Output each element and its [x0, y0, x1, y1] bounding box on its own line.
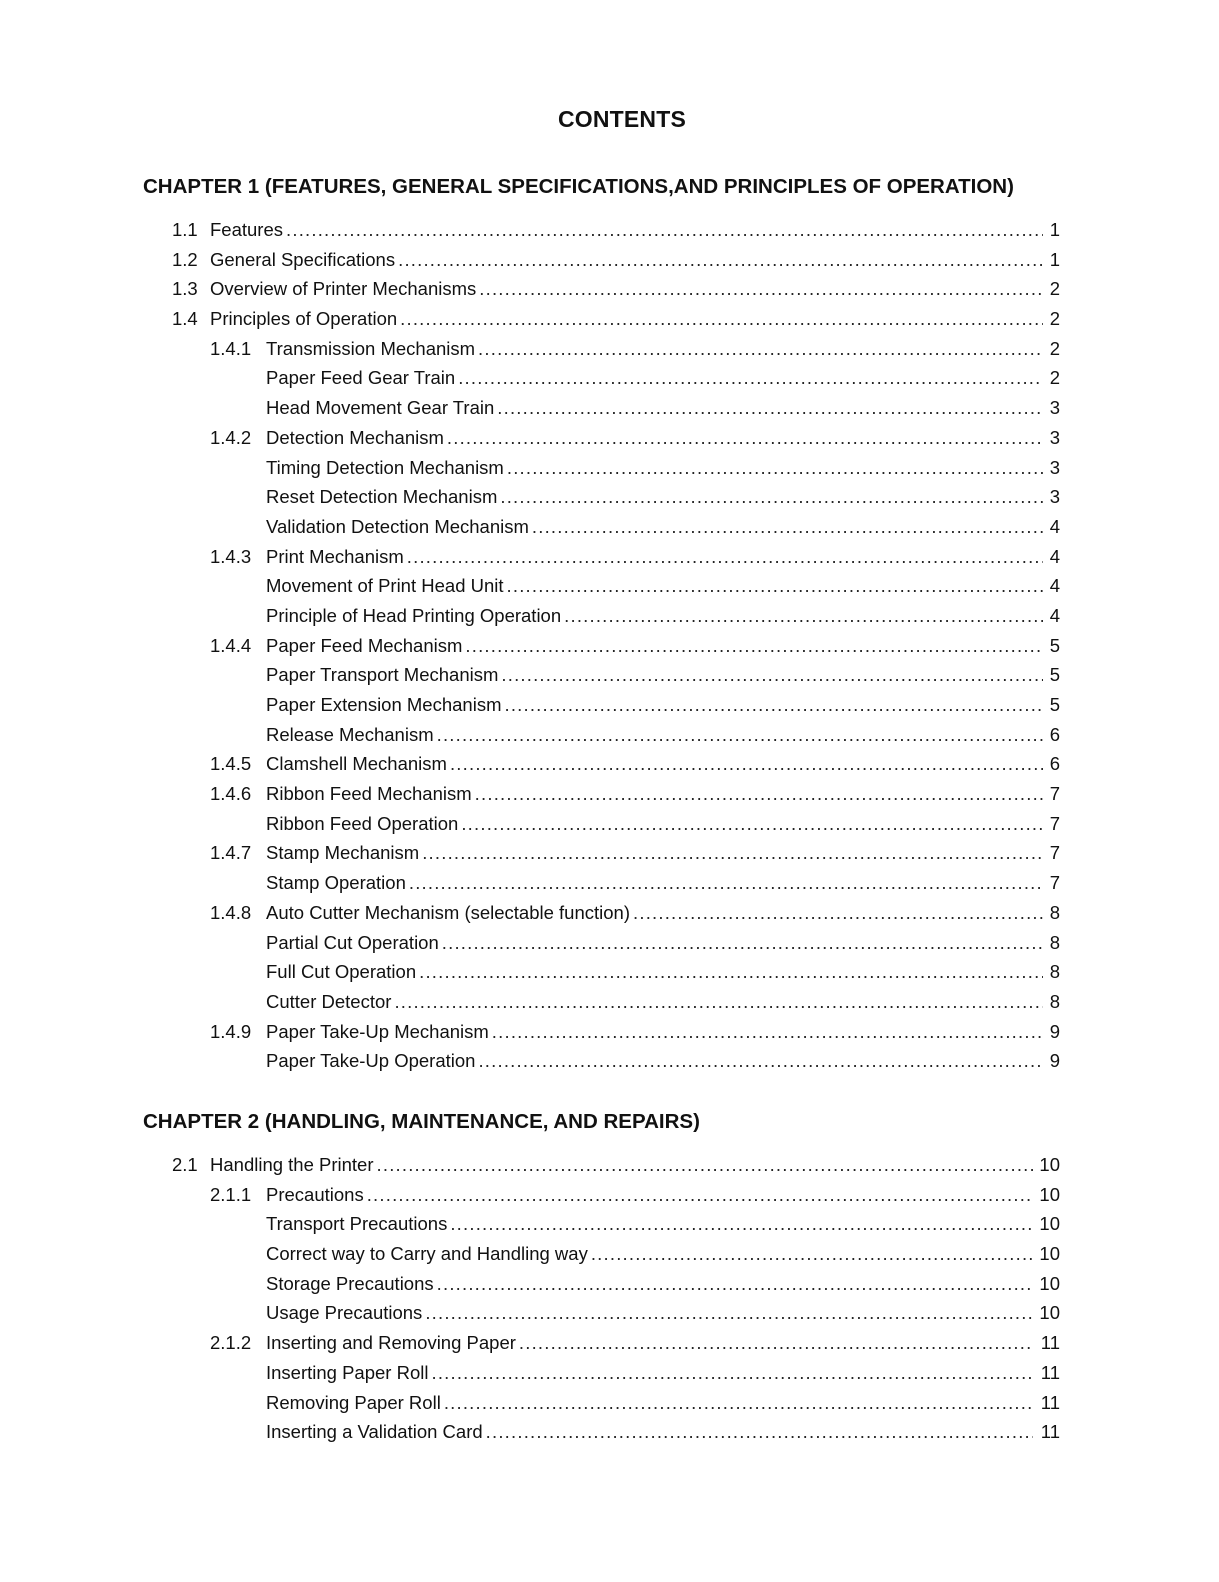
toc-entry-label: Ribbon Feed Operation: [266, 812, 459, 834]
toc-entry[interactable]: [0, 1358, 1219, 1388]
dot-leader: [437, 720, 1043, 750]
toc-entry-page: 10: [1039, 1183, 1060, 1205]
toc-entry-page: 4: [1049, 604, 1060, 626]
toc-entry[interactable]: [0, 1328, 1219, 1358]
dot-leader: [501, 660, 1043, 690]
toc-entry-number: 1.4.9: [210, 1020, 252, 1042]
toc-entry-label: Paper Feed Gear Train: [266, 367, 456, 389]
toc-entry-number: 1.2: [172, 248, 198, 270]
toc-entry-page: 3: [1049, 397, 1060, 419]
dot-leader: [461, 809, 1043, 839]
toc-entry[interactable]: [0, 571, 1219, 601]
chapter-2-heading: CHAPTER 2 (HANDLING, MAINTENANCE, AND REPAIRS): [143, 1110, 700, 1133]
dot-leader: [633, 898, 1043, 928]
toc-entry-label: Correct way to Carry and Handling way: [266, 1243, 588, 1265]
toc-entry-label: Release Mechanism: [266, 723, 434, 745]
dot-leader: [398, 245, 1043, 275]
toc-entry-page: 7: [1049, 783, 1060, 805]
toc-entry[interactable]: [0, 1046, 1219, 1076]
toc-entry-page: 4: [1049, 575, 1060, 597]
toc-entry[interactable]: [0, 453, 1219, 483]
toc-entry[interactable]: [0, 1180, 1219, 1210]
toc-entry-label: Full Cut Operation: [266, 961, 417, 983]
dot-leader: [478, 334, 1043, 364]
toc-entry[interactable]: [0, 482, 1219, 512]
toc-entry-page: 8: [1049, 901, 1060, 923]
toc-entry-label: Transmission Mechanism: [266, 337, 476, 359]
chapter-1-heading: CHAPTER 1 (FEATURES, GENERAL SPECIFICATIONS,AND PRINCIPLES OF OPERATION): [143, 175, 1014, 198]
toc-entry-page: 2: [1049, 308, 1060, 330]
toc-entry-label: Storage Precautions: [266, 1272, 434, 1294]
toc-entry-page: 7: [1049, 812, 1060, 834]
toc-entry[interactable]: [0, 898, 1219, 928]
toc-entry-label: Paper Feed Mechanism: [266, 634, 463, 656]
chapter-2-toc: [0, 1150, 1219, 1447]
toc-entry-page: 3: [1049, 426, 1060, 448]
dot-leader: [478, 1046, 1043, 1076]
dot-leader: [500, 482, 1043, 512]
dot-leader: [591, 1239, 1033, 1269]
toc-entry-number: 1.4: [172, 308, 198, 330]
toc-entry-page: 9: [1049, 1020, 1060, 1042]
toc-entry-page: 5: [1049, 634, 1060, 656]
toc-entry-page: 11: [1040, 1361, 1060, 1383]
toc-entry-page: 10: [1039, 1213, 1060, 1235]
toc-entry[interactable]: [0, 542, 1219, 572]
toc-entry-number: 1.4.8: [210, 901, 252, 923]
toc-entry[interactable]: [0, 1209, 1219, 1239]
toc-entry-label: Timing Detection Mechanism: [266, 456, 504, 478]
toc-entry-label: Ribbon Feed Mechanism: [266, 783, 472, 805]
toc-entry-page: 2: [1049, 337, 1060, 359]
toc-entry-label: Stamp Mechanism: [266, 842, 420, 864]
dot-leader: [431, 1358, 1033, 1388]
dot-leader: [519, 1328, 1033, 1358]
toc-entry-label: Principles of Operation: [210, 308, 398, 330]
toc-entry-number: 1.4.7: [210, 842, 252, 864]
dot-leader: [479, 274, 1043, 304]
toc-entry-page: 10: [1039, 1272, 1060, 1294]
toc-entry[interactable]: [0, 1388, 1219, 1418]
toc-entry-label: Inserting and Removing Paper: [266, 1332, 516, 1354]
toc-entry-label: Paper Take-Up Mechanism: [266, 1020, 489, 1042]
toc-entry-page: 3: [1049, 486, 1060, 508]
dot-leader: [286, 215, 1043, 245]
toc-entry-page: 10: [1039, 1243, 1060, 1265]
toc-entry-page: 8: [1049, 990, 1060, 1012]
toc-entry-label: Cutter Detector: [266, 990, 392, 1012]
toc-entry[interactable]: [0, 1017, 1219, 1047]
toc-entry-label: Features: [210, 219, 284, 240]
dot-leader: [447, 423, 1043, 453]
toc-entry-page: 2: [1049, 367, 1060, 389]
toc-entry-page: 8: [1049, 931, 1060, 953]
toc-entry[interactable]: [0, 512, 1219, 542]
toc-entry-label: Reset Detection Mechanism: [266, 486, 498, 508]
toc-entry-label: Paper Take-Up Operation: [266, 1050, 476, 1072]
toc-entry[interactable]: [0, 838, 1219, 868]
dot-leader: [425, 1298, 1033, 1328]
toc-entry-number: 1.1: [172, 219, 198, 240]
toc-entry[interactable]: [0, 987, 1219, 1017]
toc-entry-page: 1: [1049, 248, 1060, 270]
toc-entry[interactable]: [0, 363, 1219, 393]
dot-leader: [465, 631, 1043, 661]
toc-entry-number: 2.1.2: [210, 1332, 252, 1354]
toc-entry-label: Principle of Head Printing Operation: [266, 604, 562, 626]
toc-entry-label: Partial Cut Operation: [266, 931, 439, 953]
toc-entry-page: 11: [1040, 1332, 1060, 1354]
chapter-1-toc: [0, 215, 1219, 1076]
toc-entry[interactable]: [0, 245, 1219, 275]
toc-entry-page: 10: [1039, 1302, 1060, 1324]
toc-entry-label: Head Movement Gear Train: [266, 397, 495, 419]
toc-entry-label: Overview of Printer Mechanisms: [210, 278, 477, 300]
toc-entry[interactable]: [0, 1239, 1219, 1269]
dot-leader: [450, 1209, 1033, 1239]
toc-entry-label: Inserting Paper Roll: [266, 1361, 429, 1383]
toc-entry-page: 11: [1040, 1421, 1060, 1443]
toc-entry-number: 1.4.3: [210, 545, 252, 567]
toc-entry-page: 5: [1049, 664, 1060, 686]
toc-entry[interactable]: [0, 957, 1219, 987]
toc-entry-label: Print Mechanism: [266, 545, 404, 567]
toc-entry-number: 1.4.1: [210, 337, 252, 359]
toc-entry-number: 1.4.2: [210, 426, 252, 448]
toc-entry-page: 7: [1049, 842, 1060, 864]
dot-leader: [497, 393, 1043, 423]
toc-entry-page: 4: [1049, 515, 1060, 537]
dot-leader: [367, 1180, 1033, 1210]
toc-entry-label: General Specifications: [210, 248, 396, 270]
dot-leader: [532, 512, 1043, 542]
toc-entry-number: 2.1.1: [210, 1183, 252, 1205]
toc-entry-page: 9: [1049, 1050, 1060, 1072]
toc-entry[interactable]: [0, 1269, 1219, 1299]
dot-leader: [458, 363, 1043, 393]
dot-leader: [407, 542, 1043, 572]
toc-entry[interactable]: [0, 304, 1219, 334]
toc-entry-page: 4: [1049, 545, 1060, 567]
dot-leader: [475, 779, 1043, 809]
toc-entry[interactable]: [0, 274, 1219, 304]
toc-entry[interactable]: [0, 393, 1219, 423]
dot-leader: [564, 601, 1043, 631]
dot-leader: [444, 1388, 1033, 1418]
toc-entry-number: 1.4.4: [210, 634, 252, 656]
dot-leader: [486, 1417, 1033, 1447]
toc-entry[interactable]: [0, 868, 1219, 898]
toc-entry-label: Movement of Print Head Unit: [266, 575, 504, 597]
dot-leader: [400, 304, 1043, 334]
dot-leader: [419, 957, 1043, 987]
toc-entry-label: Inserting a Validation Card: [266, 1421, 483, 1443]
toc-entry-label: Removing Paper Roll: [266, 1391, 441, 1413]
toc-entry-page: 10: [1039, 1154, 1060, 1175]
toc-entry[interactable]: [0, 631, 1219, 661]
toc-entry-number: 1.3: [172, 278, 198, 300]
dot-leader: [450, 749, 1043, 779]
dot-leader: [422, 838, 1043, 868]
page-title: CONTENTS: [557, 106, 687, 132]
toc-entry-page: 3: [1049, 456, 1060, 478]
dot-leader: [394, 987, 1043, 1017]
toc-entry-label: Transport Precautions: [266, 1213, 448, 1235]
toc-entry-number: 1.4.5: [210, 753, 252, 775]
toc-entry-page: 8: [1049, 961, 1060, 983]
dot-leader: [409, 868, 1043, 898]
toc-entry[interactable]: [0, 928, 1219, 958]
toc-entry-page: 6: [1049, 723, 1060, 745]
toc-entry-page: 1: [1049, 219, 1060, 240]
toc-entry[interactable]: [0, 215, 1219, 245]
toc-entry-label: Usage Precautions: [266, 1302, 423, 1324]
toc-entry[interactable]: [0, 1417, 1219, 1447]
toc-entry-label: Handling the Printer: [210, 1154, 374, 1175]
toc-entry[interactable]: [0, 779, 1219, 809]
dot-leader: [377, 1150, 1033, 1180]
toc-entry[interactable]: [0, 660, 1219, 690]
dot-leader: [437, 1269, 1033, 1299]
toc-entry[interactable]: [0, 809, 1219, 839]
toc-entry-page: 11: [1040, 1391, 1060, 1413]
toc-entry-number: 1.4.6: [210, 783, 252, 805]
toc-entry-label: Validation Detection Mechanism: [266, 515, 529, 537]
toc-entry-label: Detection Mechanism: [266, 426, 444, 448]
toc-entry-page: 6: [1049, 753, 1060, 775]
toc-entry[interactable]: [0, 1150, 1219, 1180]
toc-entry-label: Stamp Operation: [266, 872, 406, 894]
toc-entry-label: Paper Transport Mechanism: [266, 664, 499, 686]
dot-leader: [442, 928, 1043, 958]
toc-entry-number: 2.1: [172, 1154, 198, 1175]
toc-entry-page: 2: [1049, 278, 1060, 300]
toc-entry-label: Paper Extension Mechanism: [266, 694, 502, 715]
toc-entry-page: 5: [1049, 694, 1060, 715]
toc-entry-page: 7: [1049, 872, 1060, 894]
toc-entry[interactable]: [0, 601, 1219, 631]
toc-entry[interactable]: [0, 334, 1219, 364]
dot-leader: [504, 690, 1043, 720]
toc-entry-label: Precautions: [266, 1183, 364, 1205]
toc-entry[interactable]: [0, 749, 1219, 779]
dot-leader: [507, 453, 1043, 483]
toc-entry[interactable]: [0, 1298, 1219, 1328]
toc-entry[interactable]: [0, 423, 1219, 453]
toc-entry-label: Clamshell Mechanism: [266, 753, 447, 775]
dot-leader: [492, 1017, 1043, 1047]
dot-leader: [507, 571, 1043, 601]
toc-entry[interactable]: [0, 720, 1219, 750]
toc-entry-label: Auto Cutter Mechanism (selectable function): [266, 901, 631, 923]
toc-entry[interactable]: [0, 690, 1219, 720]
